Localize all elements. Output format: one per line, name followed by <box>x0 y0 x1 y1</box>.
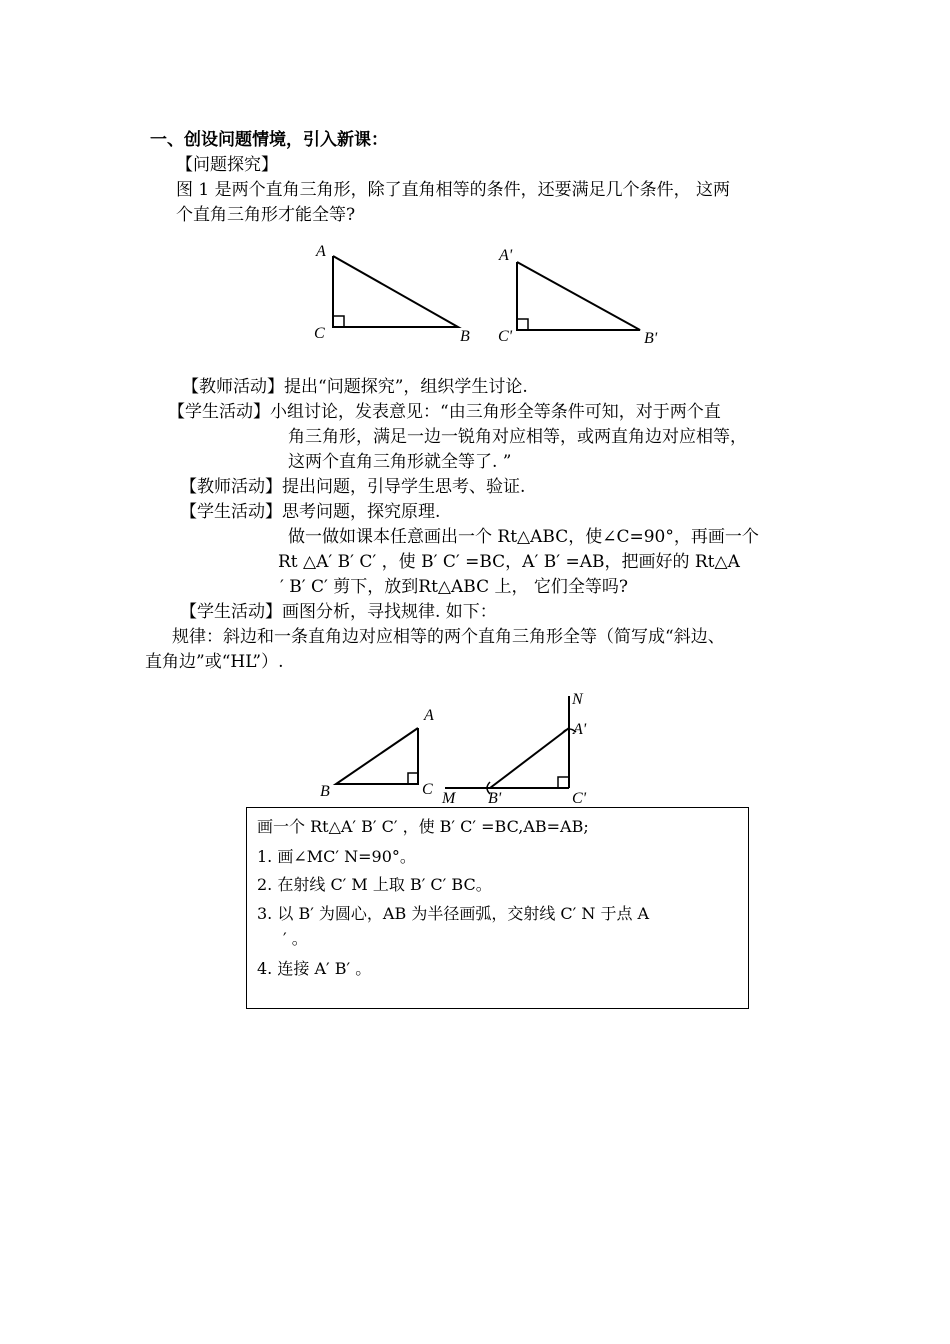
label-a: A <box>316 243 326 260</box>
label-m: M <box>442 790 456 806</box>
label-a-prime: A' <box>573 721 587 738</box>
label-b-prime: B' <box>644 330 658 347</box>
step-4: 4. 连接 A′ B′ 。 <box>257 959 372 978</box>
figure-2 <box>310 688 610 806</box>
task-line-3: ′ B′ C′ 剪下，放到Rt△ABC 上， 它们全等吗? <box>280 577 629 597</box>
student-activity-1-line-1: 【学生活动】小组讨论，发表意见：“由三角形全等条件可知，对于两个直 <box>168 402 721 422</box>
segment-a-prime-b-prime <box>490 728 569 788</box>
label-b-prime: B' <box>488 790 502 806</box>
teacher-activity-2: 【教师活动】提出问题，引导学生思考、验证. <box>180 477 526 497</box>
task-line-1: 做一做如课本任意画出一个 Rt△ABC，使∠C=90°，再画一个 <box>288 527 759 547</box>
step-3: 3. 以 B′ 为圆心，AB 为半径画弧，交射线 C′ N 于点 A <box>257 904 650 923</box>
rule-line-2: 直角边”或“HL”）. <box>145 652 284 672</box>
step-2: 2. 在射线 C′ M 上取 B′ C′ BC。 <box>257 875 492 894</box>
question-line-1: 图 1 是两个直角三角形，除了直角相等的条件，还要满足几个条件， 这两 <box>176 180 731 200</box>
label-b: B <box>460 328 470 345</box>
student-activity-1-line-3: 这两个直角三角形就全等了. ” <box>288 452 512 472</box>
figure-1 <box>300 238 680 350</box>
student-activity-1-line-2: 角三角形，满足一边一锐角对应相等，或两直角边对应相等， <box>288 427 747 447</box>
question-line-2: 个直角三角形才能全等? <box>176 205 356 225</box>
triangle-abc <box>314 243 470 345</box>
label-b: B <box>320 783 330 800</box>
student-activity-2: 【学生活动】思考问题，探究原理. <box>180 502 441 522</box>
construction <box>441 691 587 806</box>
step-1: 1. 画∠MC′ N=90°。 <box>257 847 416 866</box>
label-c: C <box>422 781 433 798</box>
steps-intro: 画一个 Rt△A′ B′ C′ ，使 B′ C′ =BC,AB=AB; <box>257 817 589 836</box>
label-c-prime: C' <box>498 328 513 345</box>
teacher-activity-1: 【教师活动】提出“问题探究”，组织学生讨论. <box>182 377 528 397</box>
tag-problem: 【问题探究】 <box>176 155 278 175</box>
label-c-prime: C' <box>572 790 587 806</box>
construction-steps-box <box>246 807 749 1009</box>
label-c: C <box>314 325 325 342</box>
rule-line-1: 规律：斜边和一条直角边对应相等的两个直角三角形全等（简写成“斜边、 <box>172 627 725 647</box>
task-line-2: Rt △A′ B′ C′ ，使 B′ C′ =BC，A′ B′ =AB，把画好的 Rt△A <box>278 552 740 572</box>
step-3-continued: ′ 。 <box>283 929 308 948</box>
label-n: N <box>572 691 583 708</box>
label-a: A <box>424 707 434 724</box>
label-a-prime: A' <box>499 247 513 264</box>
triangle-a-prime-b-prime-c-prime <box>498 247 658 347</box>
triangle-abc-reference <box>320 707 434 800</box>
section-heading: 一、创设问题情境，引入新课： <box>150 130 388 150</box>
student-activity-3: 【学生活动】画图分析，寻找规律. 如下： <box>180 602 497 622</box>
